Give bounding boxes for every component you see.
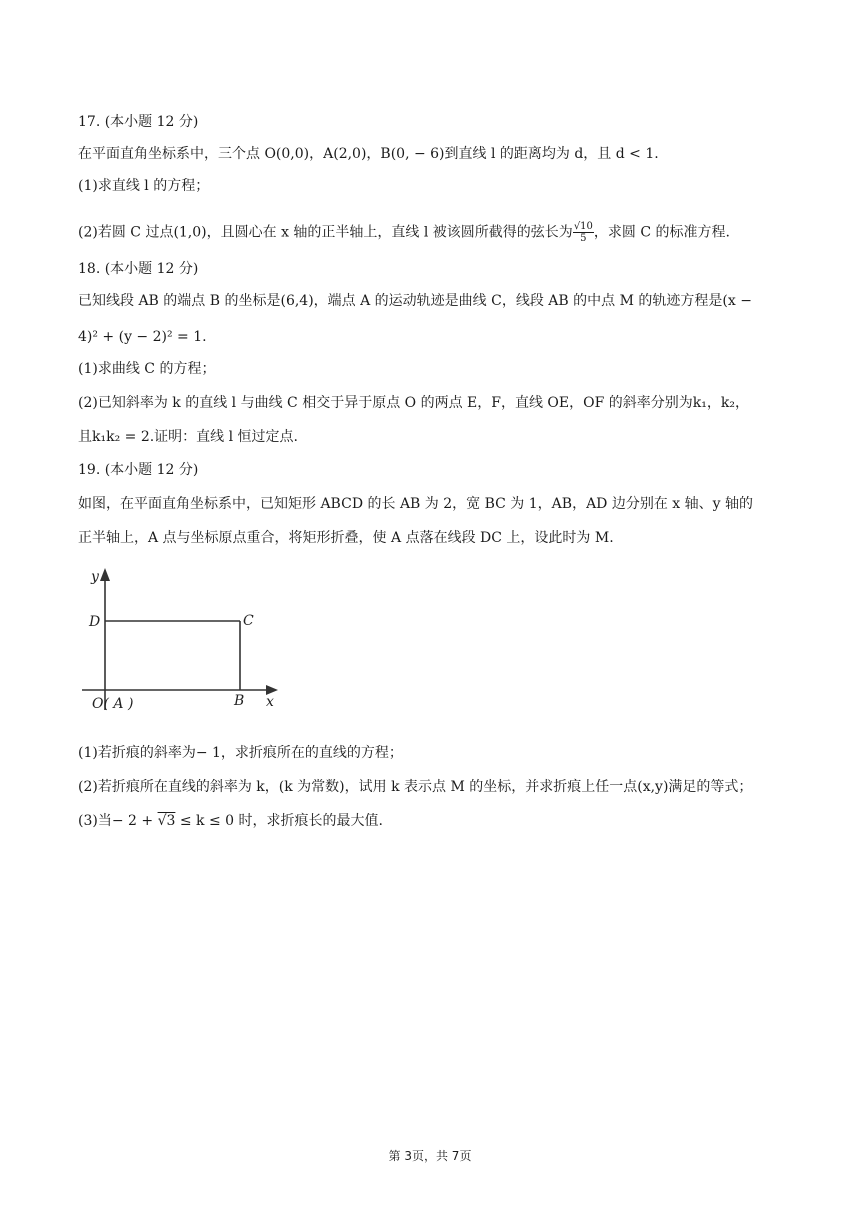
q19-part3-radical: √3 bbox=[157, 813, 176, 829]
rectangle-figure bbox=[78, 563, 288, 713]
q17-fraction-denominator: 5 bbox=[580, 233, 587, 244]
q17-header: 17. (本小题 12 分) bbox=[78, 114, 199, 130]
q19-part3-post: ≤ k ≤ 0 时，求折痕长的最大值. bbox=[175, 813, 383, 829]
q18-stem-line1: 已知线段 AB 的端点 B 的坐标是(6,4)，端点 A 的运动轨迹是曲线 C，线段 AB 的中点 M 的轨迹方程是(x − bbox=[78, 293, 752, 309]
q18-part2-line2: 且k₁k₂ = 2.证明：直线 l 恒过定点. bbox=[78, 429, 299, 445]
label-x: x bbox=[266, 694, 274, 710]
q18-part2-line1: (2)已知斜率为 k 的直线 l 与曲线 C 相交于异于原点 O 的两点 E，F，直线 OE，OF 的斜率分别为k₁，k₂， bbox=[78, 395, 749, 411]
q17-part2 bbox=[78, 221, 730, 244]
q19-part2: (2)若折痕所在直线的斜率为 k，(k 为常数)，试用 k 表示点 M 的坐标，并求折痕上任一点(x,y)满足的等式； bbox=[78, 779, 753, 795]
q19-stem-line1: 如图，在平面直角坐标系中，已知矩形 ABCD 的长 AB 为 2，宽 BC 为 1，AB，AD 边分别在 x 轴、y 轴的 bbox=[78, 496, 754, 512]
label-b: B bbox=[234, 693, 245, 709]
label-y: y bbox=[91, 569, 99, 585]
label-d: D bbox=[89, 614, 101, 630]
q17-part2-tail: ，求圆 C 的标准方程. bbox=[593, 224, 730, 241]
q17-fraction bbox=[573, 221, 594, 244]
y-axis-arrow bbox=[100, 568, 110, 581]
q18-stem-line2: 4)² + (y − 2)² = 1. bbox=[78, 329, 207, 345]
q19-header: 19. (本小题 12 分) bbox=[78, 462, 199, 478]
q19-part3-pre: (3)当− 2 + bbox=[78, 813, 158, 829]
label-o: O( A ) bbox=[92, 696, 134, 712]
q19-part3 bbox=[78, 814, 383, 828]
q19-stem-line2: 正半轴上，A 点与坐标原点重合，将矩形折叠，使 A 点落在线段 DC 上，设此时为 M. bbox=[78, 530, 614, 546]
q17-stem: 在平面直角坐标系中，三个点 O(0,0)，A(2,0)，B(0, − 6)到直线 l 的距离均为 d，且 d < 1. bbox=[78, 146, 659, 162]
label-c: C bbox=[243, 613, 254, 629]
q17-fraction-numerator: √10 bbox=[573, 221, 593, 232]
q18-part1: (1)求曲线 C 的方程； bbox=[78, 361, 216, 377]
q17-part1: (1)求直线 l 的方程； bbox=[78, 178, 210, 194]
q17-part2-text: (2)若圆 C 过点(1,0)，且圆心在 x 轴的正半轴上，直线 l 被该圆所截得的弦长为 bbox=[78, 224, 573, 241]
page-footer: 第 3页，共 7页 bbox=[388, 1149, 472, 1163]
q19-part1: (1)若折痕的斜率为− 1，求折痕所在的直线的方程； bbox=[78, 745, 403, 761]
q18-header: 18. (本小题 12 分) bbox=[78, 261, 199, 277]
